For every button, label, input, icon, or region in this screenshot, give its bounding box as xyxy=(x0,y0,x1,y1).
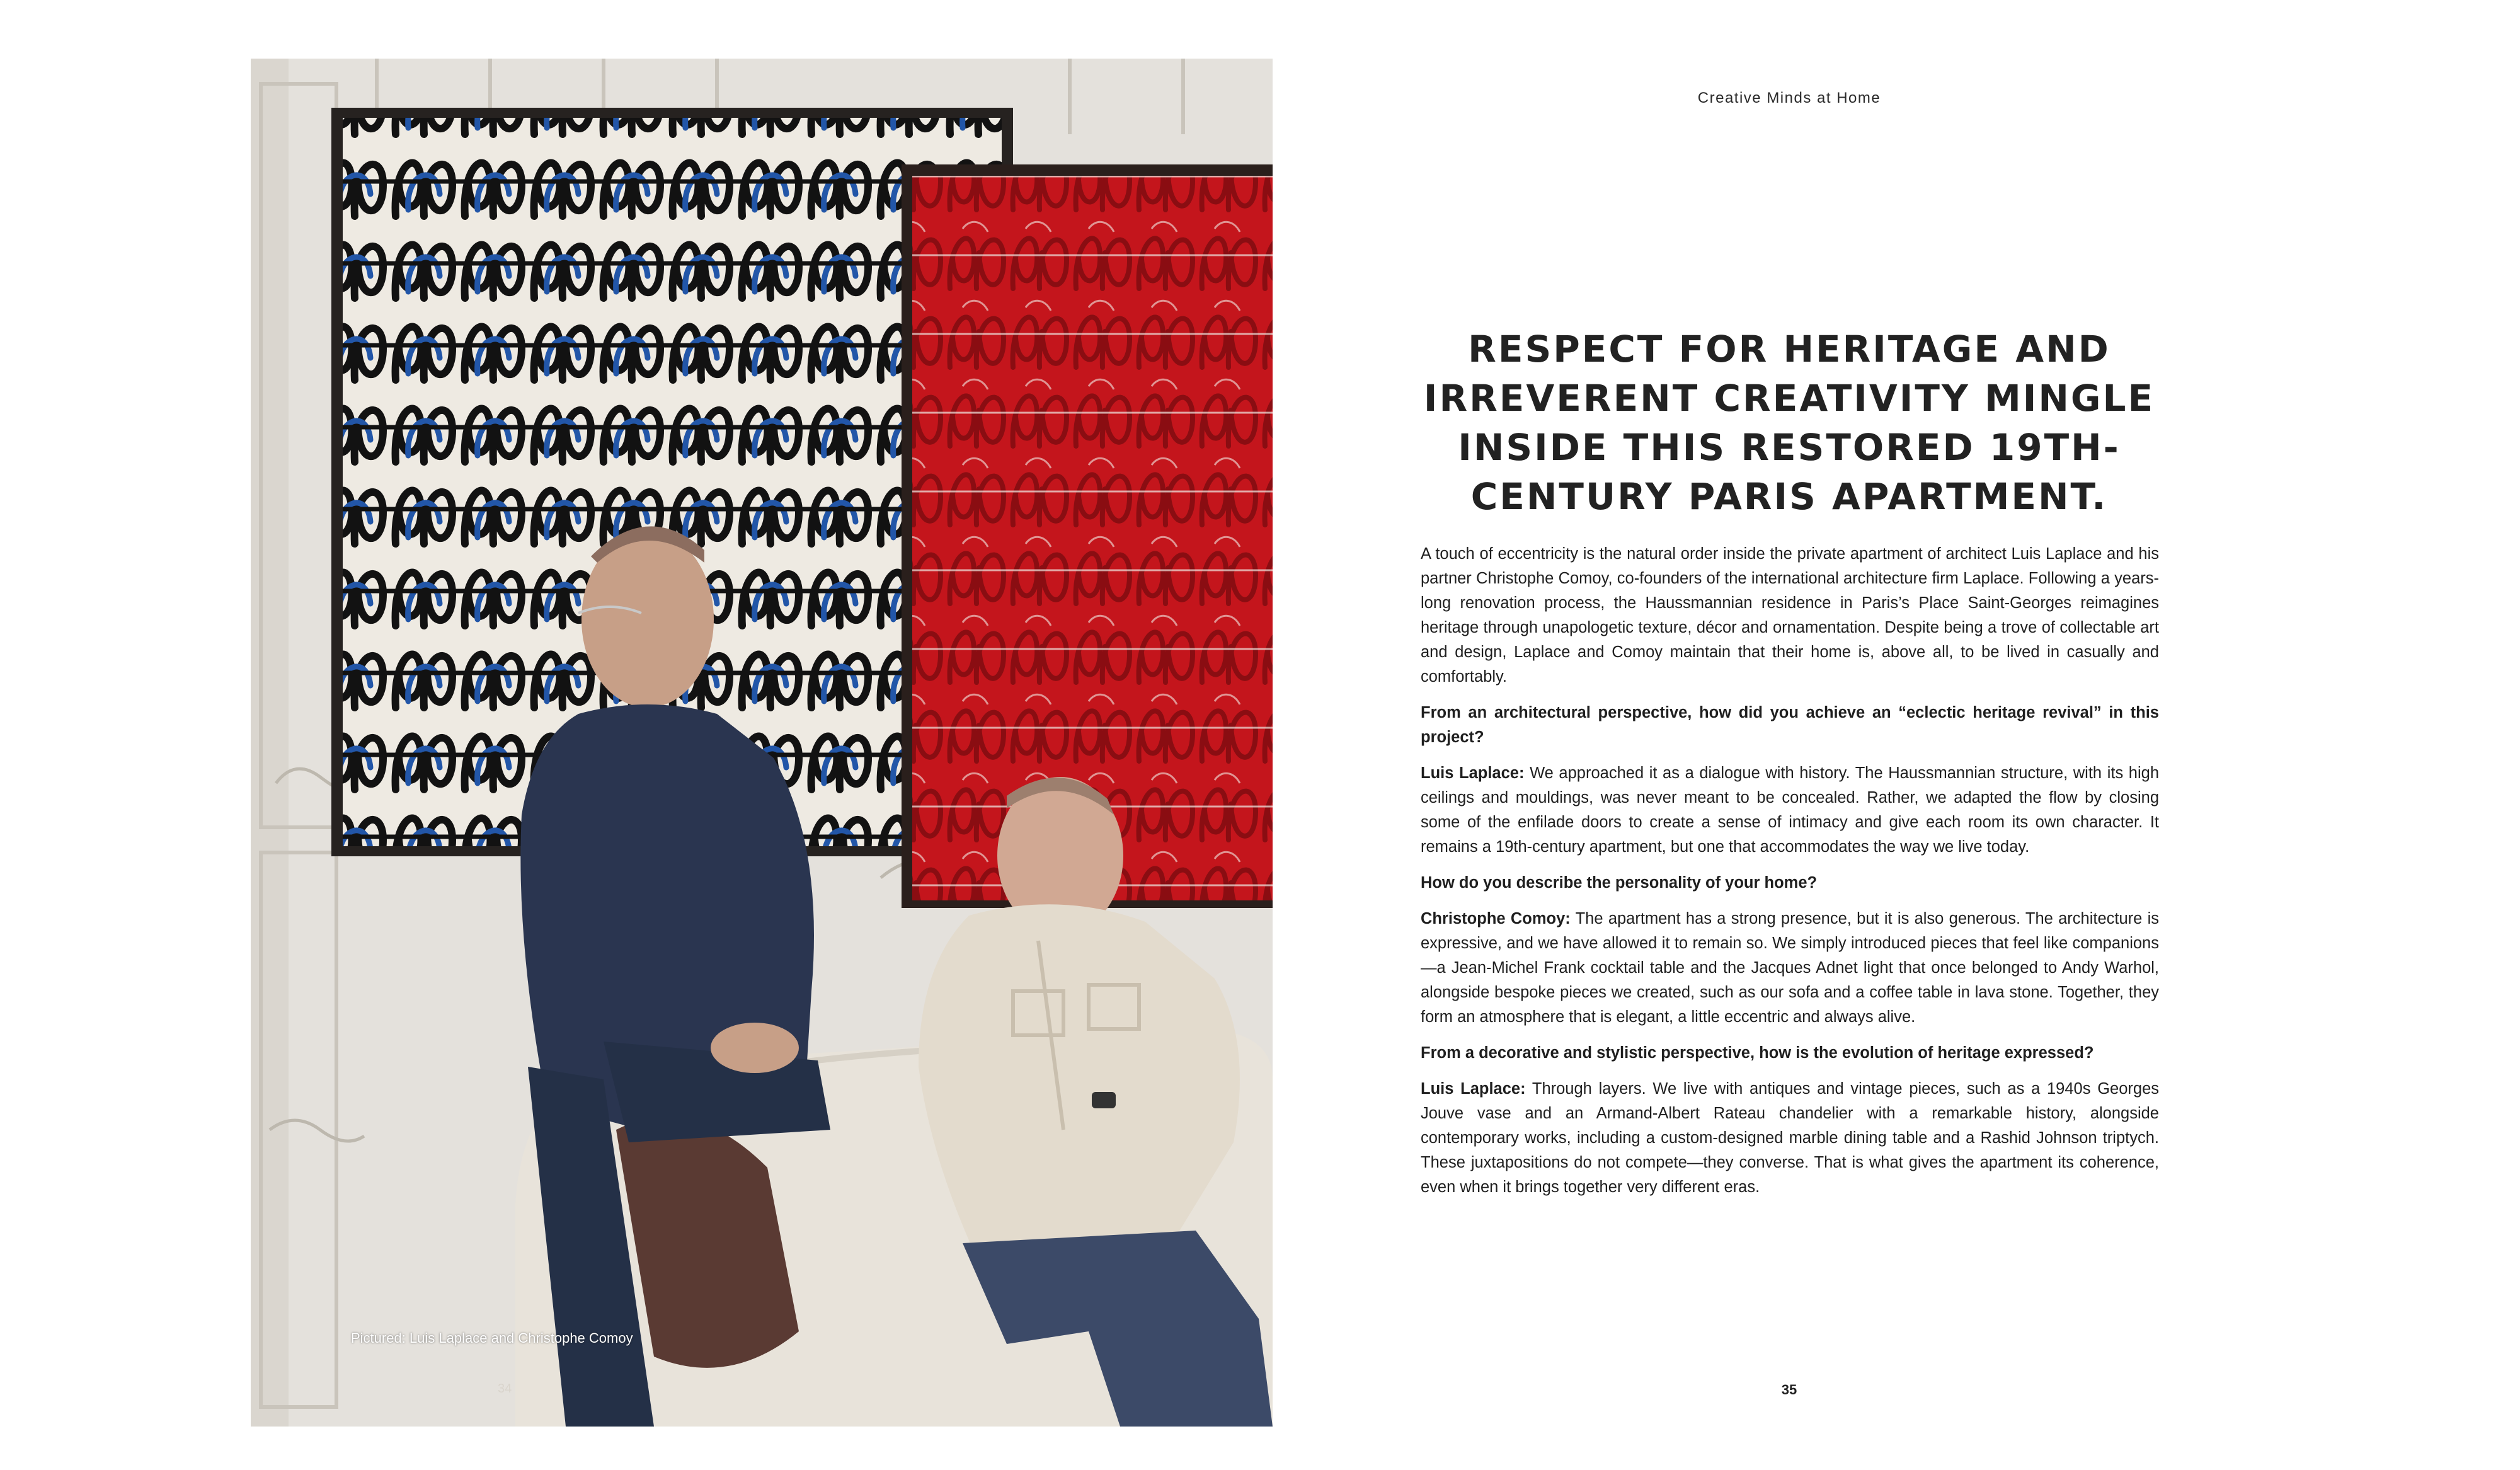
answer-1-text: We approached it as a dialogue with history. The Haussmannian structure, with its high ceilings and mouldings, was never meant to be concealed. Rather, we adapted the flow by closing some of the enfilade doors to create a sense of intimacy and give each room its own character. It remains a 19th-century apartment, but one that accommodates the way we live today. xyxy=(1421,764,2159,856)
answer-2 xyxy=(1421,907,2159,1030)
answer-2-text: The apartment has a strong presence, but it is also generous. The architecture is expressive, and we have allowed it to remain so. We simply introduced pieces that feel like companions—a Jean-Michel Frank cocktail table and the Jacques Adnet light that once belonged to Andy Warhol, alongside bespoke pieces we created, such as our sofa and a coffee table in lava stone. Together, they form an atmosphere that is elegant, a little eccentric and always alive. xyxy=(1421,910,2160,1026)
intro-paragraph: A touch of eccentricity is the natural order inside the private apartment of architect Luis Laplace and his partner Christophe Comoy, co-founders of the international architecture firm Laplace. Following a years-long renovation process, the Haussmannian residence in Paris’s Place Saint-Georges reimagines heritage through unapologetic texture, décor and ornamentation. Despite being a trove of collectable art and design, Laplace and Comoy maintain that their home is, above all, to be lived in casually and comfortably. xyxy=(1421,545,2159,686)
interior-photograph xyxy=(251,59,1273,1427)
article-body xyxy=(1421,542,2159,1211)
running-head: Creative Minds at Home xyxy=(1697,89,1881,106)
question-2: How do you describe the personality of your home? xyxy=(1421,874,1818,892)
question-3: From a decorative and stylistic perspective, how is the evolution of heritage expressed? xyxy=(1421,1044,2094,1062)
answer-1 xyxy=(1421,761,2159,859)
speaker-3: Luis Laplace: xyxy=(1421,1080,1526,1098)
question-1: From an architectural perspective, how did you achieve an “eclectic heritage revival” in this project? xyxy=(1421,704,2159,746)
article-headline: RESPECT FOR HERITAGE AND IRREVERENT CREATIVITY MINGLE INSIDE THIS RESTORED 19TH-CENTURY PARIS APARTMENT. xyxy=(1423,328,2155,518)
speaker-2: Christophe Comoy: xyxy=(1421,910,1571,927)
photo-caption: Pictured: Luis Laplace and Christophe Comoy xyxy=(351,1330,633,1346)
page-number-left: 34 xyxy=(498,1382,512,1396)
answer-3 xyxy=(1421,1077,2159,1200)
photo-illustration xyxy=(251,59,1273,1427)
page-number-right: 35 xyxy=(1781,1382,1797,1398)
speaker-1: Luis Laplace: xyxy=(1421,764,1525,782)
answer-3-text: Through layers. We live with antiques and vintage pieces, such as a 1940s Georges Jouve vase and an Armand-Albert Rateau chandelier with a remarkable history, alongside contemporary works, including a custom-designed marble dining table and a Rashid Johnson triptych. These juxtapositions do not compete—they converse. That is what gives the apartment its coherence, even when it brings together very different eras. xyxy=(1421,1080,2159,1196)
